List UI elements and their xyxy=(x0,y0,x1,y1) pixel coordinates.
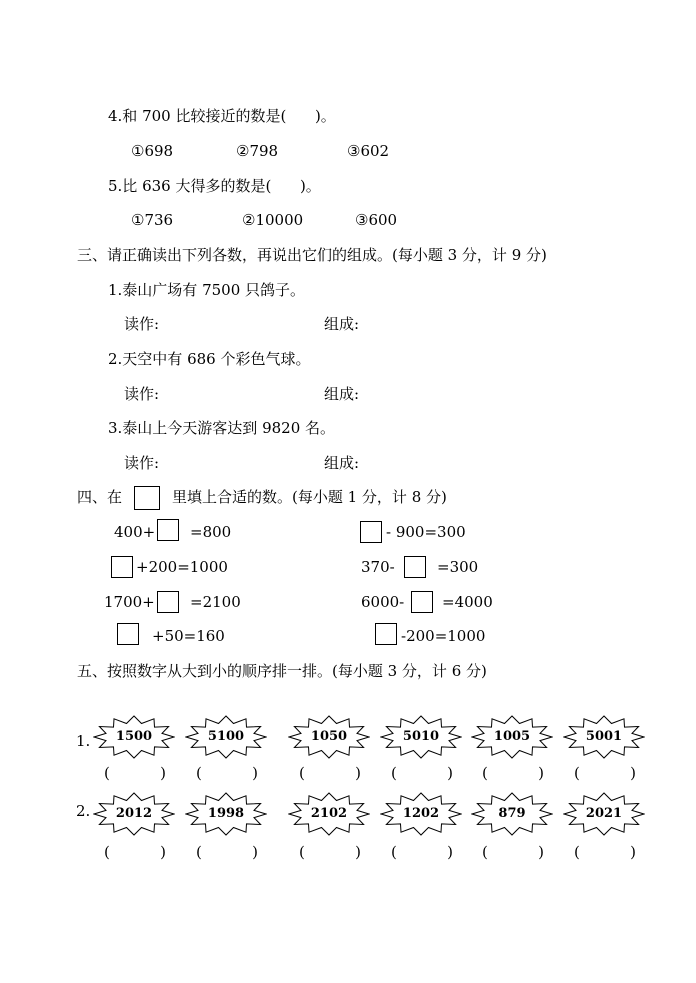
q5-option-1: ①736 xyxy=(131,211,174,229)
s3-item-2: 2.天空中有 686 个彩色气球。 xyxy=(108,350,311,368)
s3-item-3-compose: 组成: xyxy=(324,454,360,472)
paren-open: ( xyxy=(391,843,397,861)
paren-close: ) xyxy=(355,843,361,861)
answer-blank[interactable] xyxy=(482,763,544,783)
paren-close: ) xyxy=(160,764,166,782)
eq5-before: 1700+ xyxy=(104,593,155,611)
number-star xyxy=(563,715,645,759)
eq3-after: +200=1000 xyxy=(136,558,228,576)
number-value: 5010 xyxy=(402,729,440,744)
s3-item-1: 1.泰山广场有 7500 只鸽子。 xyxy=(108,281,306,299)
s3-item-3: 3.泰山上今天游客达到 9820 名。 xyxy=(108,419,336,437)
number-value: 2102 xyxy=(310,806,348,821)
number-star xyxy=(288,715,370,759)
s3-item-3-read: 读作: xyxy=(124,454,160,472)
paren-open: ( xyxy=(196,843,202,861)
eq6-before: 6000- xyxy=(361,593,405,611)
eq8-answer-box[interactable] xyxy=(375,623,397,645)
number-star xyxy=(185,792,267,836)
number-star xyxy=(563,792,645,836)
paren-close: ) xyxy=(252,764,258,782)
section-3-title: 三、请正确读出下列各数，再说出它们的组成。(每小题 3 分，计 9 分) xyxy=(77,246,547,264)
number-value: 1202 xyxy=(402,806,440,821)
paren-close: ) xyxy=(630,764,636,782)
answer-blank[interactable] xyxy=(574,763,636,783)
answer-blank[interactable] xyxy=(104,763,166,783)
eq6-after: =4000 xyxy=(442,593,493,611)
q4-option-2: ②798 xyxy=(236,142,279,160)
answer-blank[interactable] xyxy=(482,842,544,862)
section-4-title-prefix: 四、在 xyxy=(77,488,123,506)
paren-open: ( xyxy=(299,843,305,861)
number-star xyxy=(93,792,175,836)
paren-open: ( xyxy=(391,764,397,782)
eq4-after: =300 xyxy=(437,558,479,576)
title-answer-box xyxy=(134,486,160,510)
eq6-answer-box[interactable] xyxy=(411,591,433,613)
paren-open: ( xyxy=(299,764,305,782)
paren-close: ) xyxy=(252,843,258,861)
answer-blank[interactable] xyxy=(299,842,361,862)
number-star xyxy=(380,792,462,836)
number-star xyxy=(185,715,267,759)
s3-item-1-compose: 组成: xyxy=(324,315,360,333)
number-star xyxy=(380,715,462,759)
paren-open: ( xyxy=(104,843,110,861)
eq1-before: 400+ xyxy=(114,523,156,541)
s3-item-2-read: 读作: xyxy=(124,385,160,403)
eq2-answer-box[interactable] xyxy=(360,521,382,543)
paren-close: ) xyxy=(630,843,636,861)
eq7-after: +50=160 xyxy=(152,627,225,645)
eq1-after: =800 xyxy=(190,523,232,541)
q4-option-3: ③602 xyxy=(347,142,390,160)
eq5-after: =2100 xyxy=(190,593,241,611)
row-1-label: 1. xyxy=(76,732,91,750)
number-value: 2021 xyxy=(585,806,623,821)
number-value: 5100 xyxy=(207,729,245,744)
number-value: 1050 xyxy=(310,729,348,744)
number-value: 2012 xyxy=(115,806,153,821)
question-4: 4.和 700 比较接近的数是( )。 xyxy=(108,107,336,125)
q4-option-1: ①698 xyxy=(131,142,174,160)
eq4-answer-box[interactable] xyxy=(404,556,426,578)
number-star xyxy=(471,715,553,759)
section-4-title-suffix: 里填上合适的数。(每小题 1 分，计 8 分) xyxy=(172,488,447,506)
q5-option-2: ②10000 xyxy=(242,211,304,229)
eq3-answer-box[interactable] xyxy=(111,556,133,578)
number-star xyxy=(471,792,553,836)
paren-close: ) xyxy=(538,843,544,861)
s3-item-1-read: 读作: xyxy=(124,315,160,333)
paren-close: ) xyxy=(538,764,544,782)
answer-blank[interactable] xyxy=(391,842,453,862)
paren-close: ) xyxy=(447,843,453,861)
paren-open: ( xyxy=(574,843,580,861)
answer-blank[interactable] xyxy=(299,763,361,783)
paren-open: ( xyxy=(196,764,202,782)
number-value: 5001 xyxy=(585,729,623,744)
number-value: 1998 xyxy=(207,806,245,821)
answer-blank[interactable] xyxy=(391,763,453,783)
paren-open: ( xyxy=(574,764,580,782)
row-2-label: 2. xyxy=(76,802,91,820)
answer-blank[interactable] xyxy=(104,842,166,862)
paren-open: ( xyxy=(104,764,110,782)
eq7-answer-box[interactable] xyxy=(117,623,139,645)
number-star xyxy=(288,792,370,836)
s3-item-2-compose: 组成: xyxy=(324,385,360,403)
answer-blank[interactable] xyxy=(196,842,258,862)
question-5: 5.比 636 大得多的数是( )。 xyxy=(108,177,321,195)
q5-option-3: ③600 xyxy=(355,211,398,229)
answer-blank[interactable] xyxy=(574,842,636,862)
answer-blank[interactable] xyxy=(196,763,258,783)
number-value: 879 xyxy=(498,806,526,821)
eq5-answer-box[interactable] xyxy=(157,591,179,613)
number-star xyxy=(93,715,175,759)
paren-close: ) xyxy=(355,764,361,782)
eq4-before: 370- xyxy=(361,558,395,576)
section-5-title: 五、按照数字从大到小的顺序排一排。(每小题 3 分，计 6 分) xyxy=(77,662,487,680)
eq8-after: -200=1000 xyxy=(401,627,486,645)
paren-close: ) xyxy=(447,764,453,782)
paren-open: ( xyxy=(482,764,488,782)
eq1-answer-box[interactable] xyxy=(157,519,179,541)
paren-open: ( xyxy=(482,843,488,861)
eq2-after: - 900=300 xyxy=(386,523,466,541)
number-value: 1500 xyxy=(115,729,153,744)
number-value: 1005 xyxy=(493,729,531,744)
paren-close: ) xyxy=(160,843,166,861)
